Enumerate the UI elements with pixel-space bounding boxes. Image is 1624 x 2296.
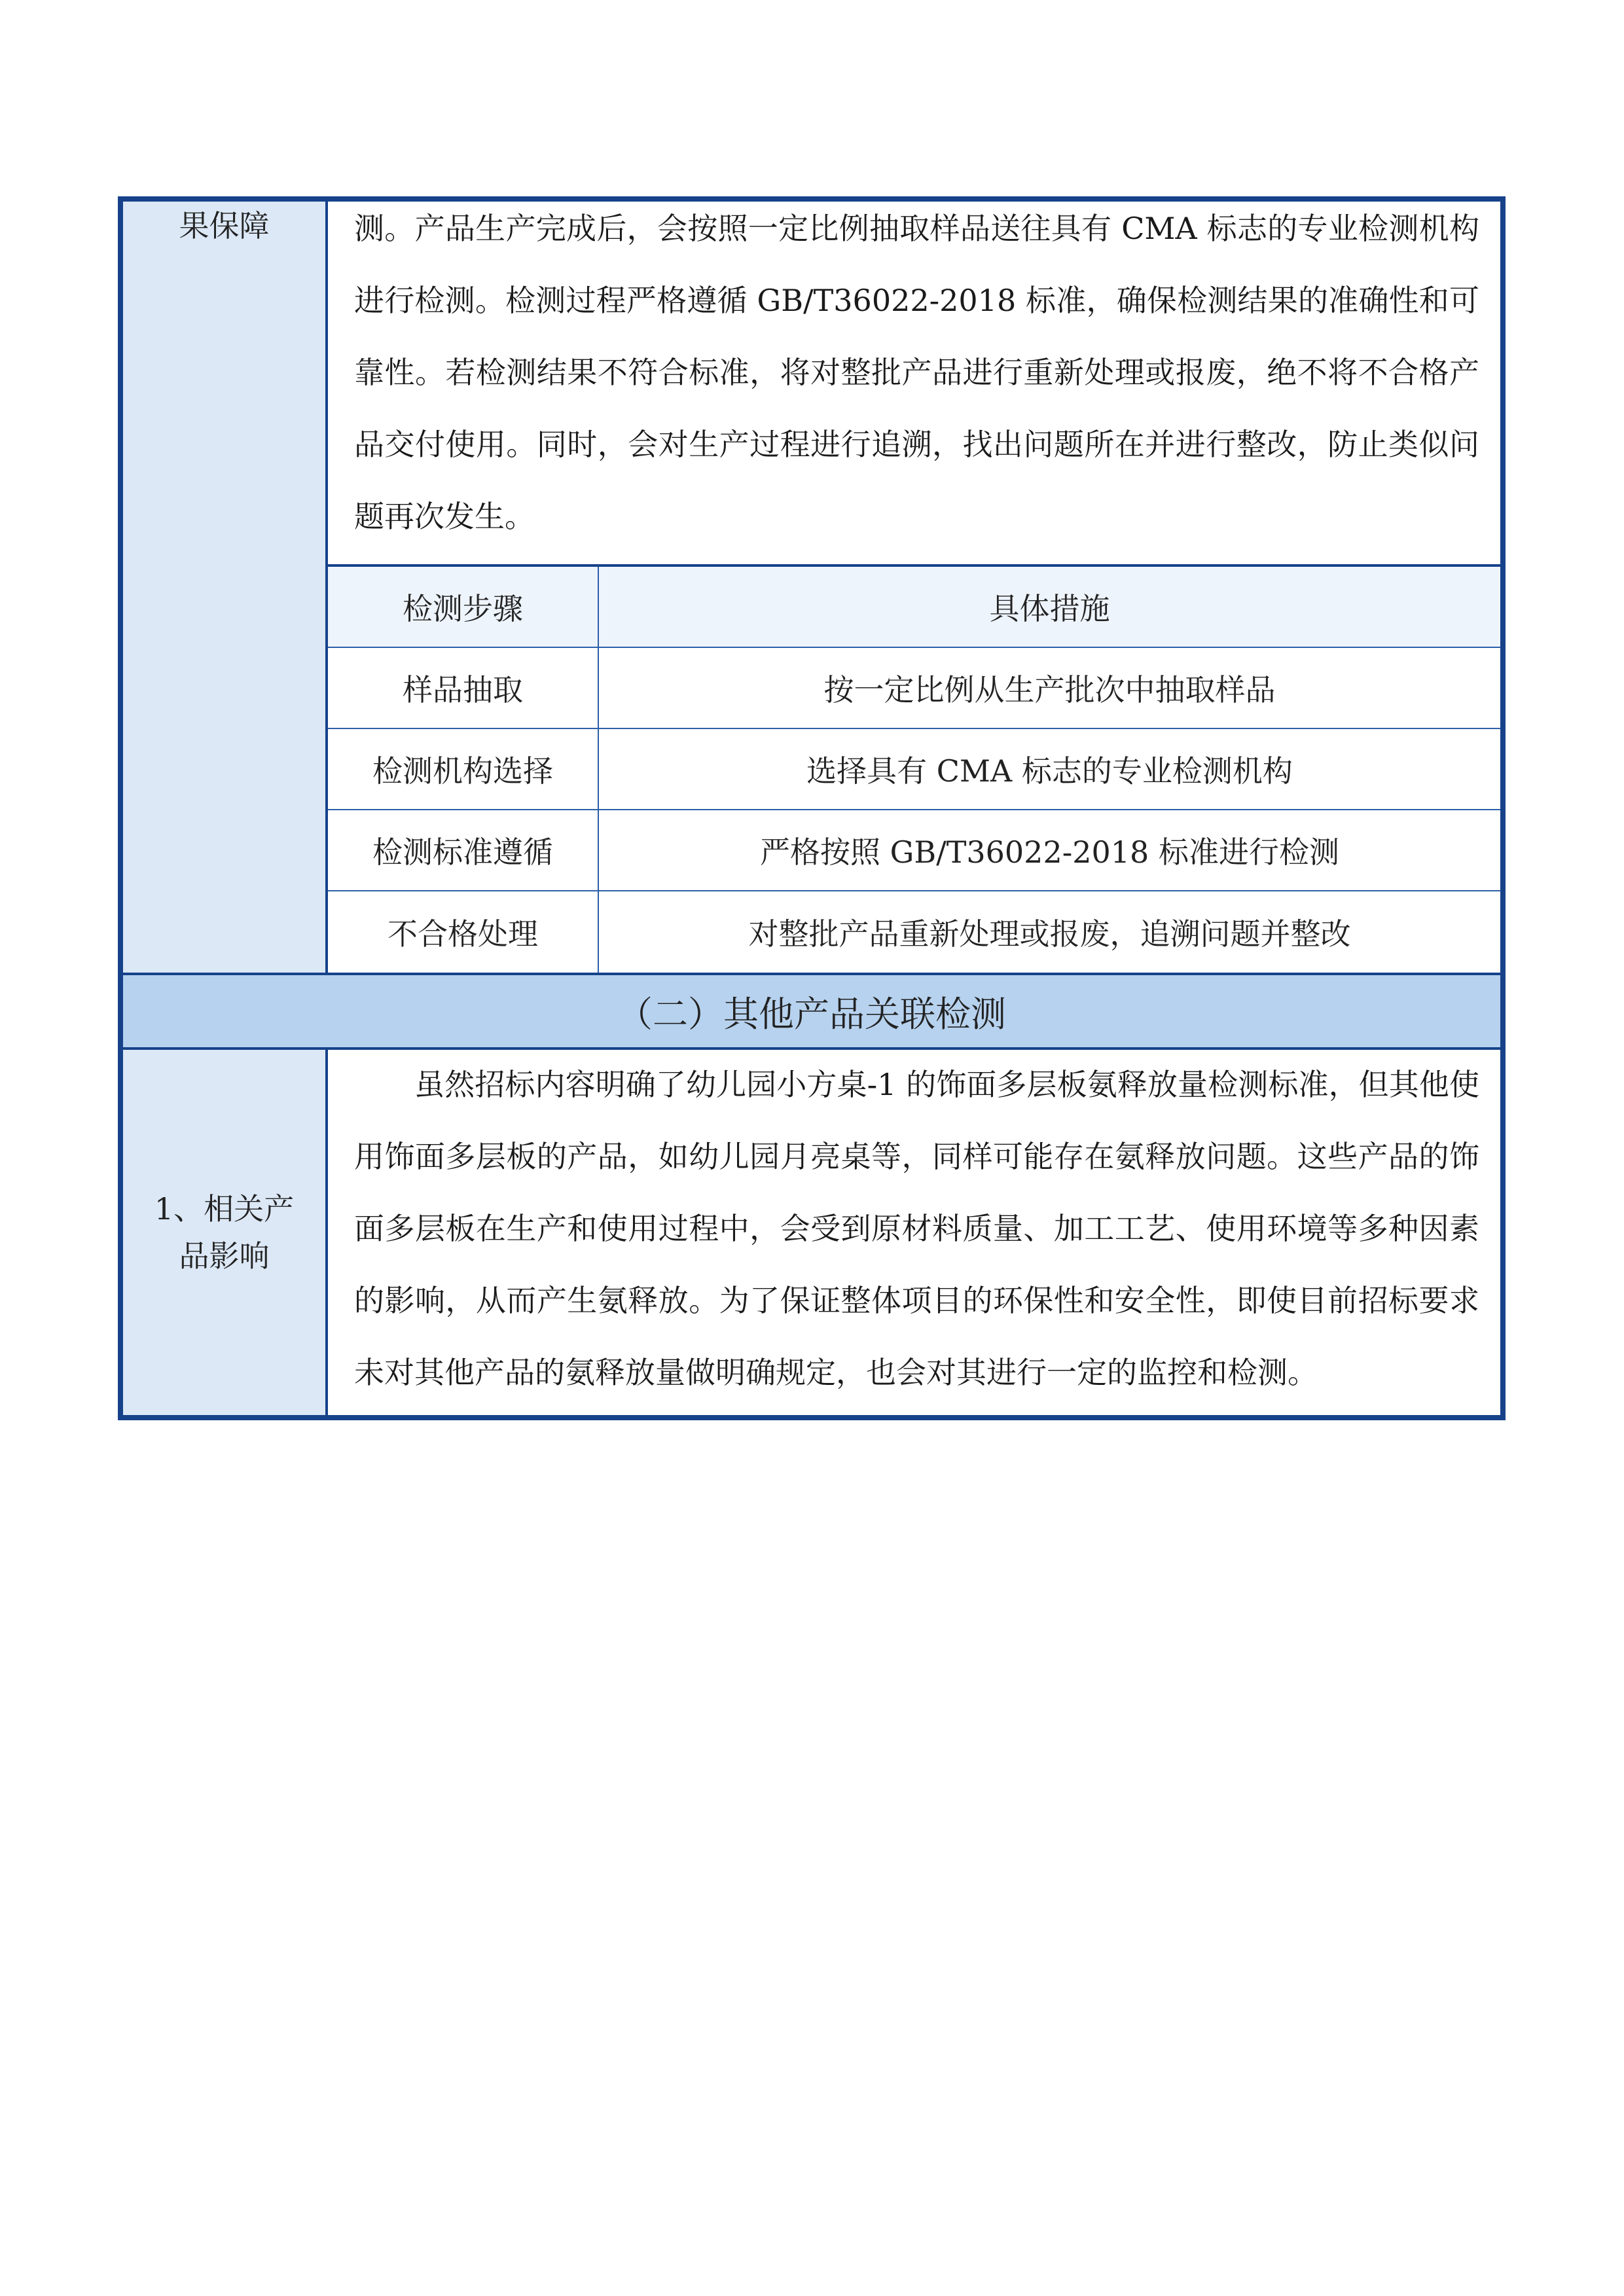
related-product-content [328, 1050, 1500, 1415]
measure-cell: 选择具有 CMA 标志的专业检测机构 [806, 753, 1293, 789]
table-row [328, 810, 1500, 891]
related-product-band [123, 1050, 1500, 1415]
quality-assurance-paragraph: 测。产品生产完成后，会按照一定比例抽取样品送往具有 CMA 标志的专业检测机构进行检测。检测过程严格遵循 GB/T36022-2018 标准，确保检测结果的准确性和可靠性。若检测结果不符合标准，将对整批产品进行重新处理或报废，绝不将不合格产品交付使用。同时，会对生产过程进行追溯，找出问题所在并进行整改，防止类似问题再次发生。 [354, 211, 1479, 534]
header-step: 检测步骤 [328, 567, 599, 647]
section-title-related-product-testing: （二）其他产品关联检测 [123, 973, 1500, 1050]
quality-assurance-content [328, 202, 1500, 973]
inspection-steps-table [328, 564, 1500, 973]
row-label-quality-assurance: 果保障 [123, 202, 328, 973]
row-label-related-product-impact: 1、相关产品影响 [123, 1050, 328, 1415]
table-row [328, 891, 1500, 973]
measure-cell: 按一定比例从生产批次中抽取样品 [823, 672, 1276, 708]
step-cell: 检测机构选择 [328, 729, 599, 809]
table-row [328, 729, 1500, 810]
step-cell: 检测标准遵循 [328, 810, 599, 890]
related-product-paragraph: 虽然招标内容明确了幼儿园小方桌-1 的饰面多层板氨释放量检测标准，但其他使用饰面多层板的产品，如幼儿园月亮桌等，同样可能存在氨释放问题。这些产品的饰面多层板在生产和使用过程中，会受到原材料质量、加工工艺、使用环境等多种因素的影响，从而产生氨释放。为了保证整体项目的环保性和安全性，即使目前招标要求未对其他产品的氨释放量做明确规定，也会对其进行一定的监控和检测。 [354, 1067, 1479, 1390]
step-cell: 样品抽取 [328, 648, 599, 728]
measure-cell: 严格按照 GB/T36022-2018 标准进行检测 [760, 834, 1339, 870]
measure-cell: 对整批产品重新处理或报废，追溯问题并整改 [748, 916, 1351, 952]
inspection-table-header [328, 567, 1500, 648]
table-row [328, 648, 1500, 729]
step-cell: 不合格处理 [328, 891, 599, 973]
header-measure: 具体措施 [989, 591, 1110, 626]
quality-table [118, 196, 1506, 1420]
quality-assurance-band [123, 202, 1500, 973]
